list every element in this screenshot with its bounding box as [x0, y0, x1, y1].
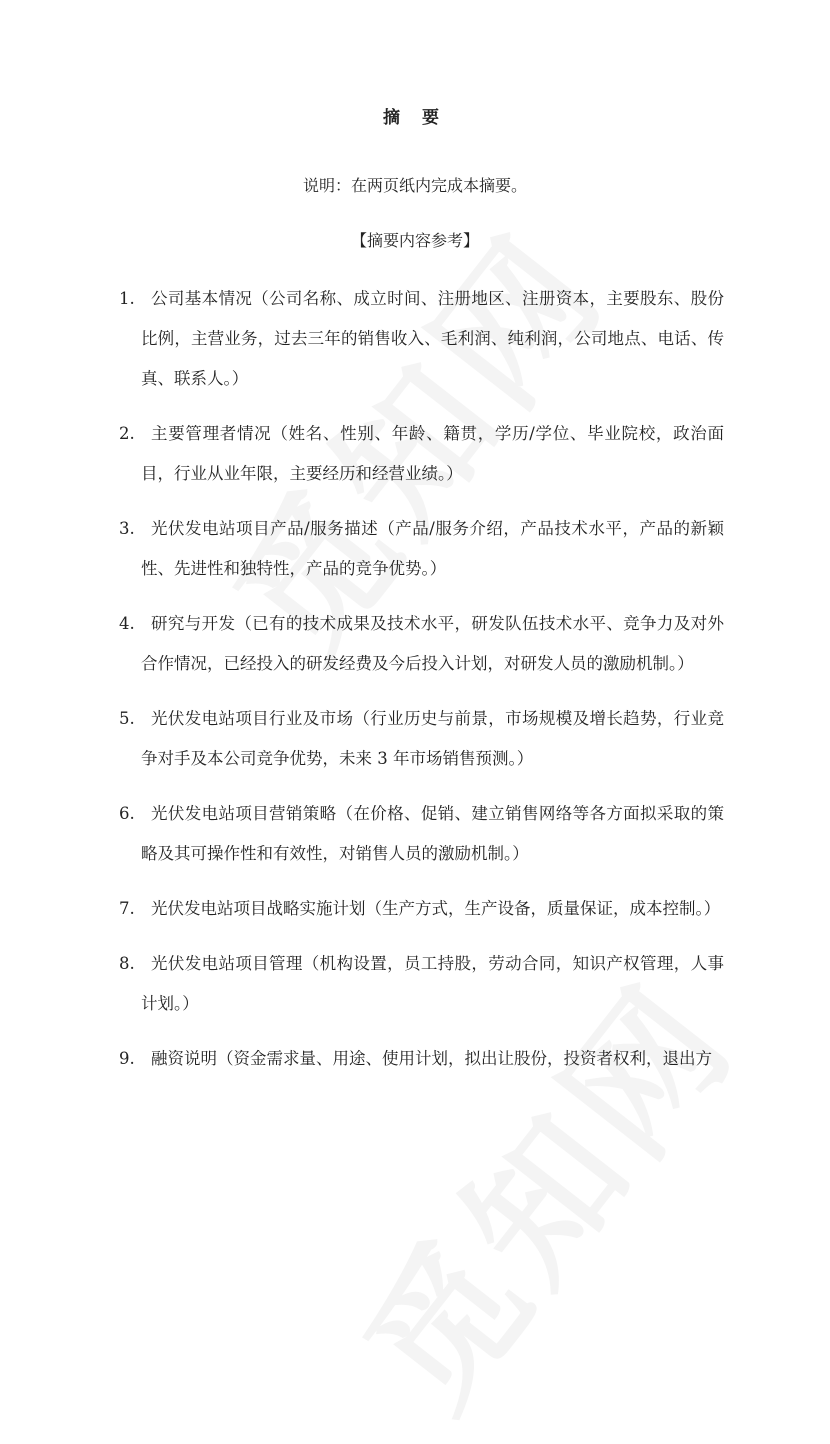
list-item [119, 1039, 724, 1079]
list-item [119, 509, 724, 589]
item-text: 光伏发电站项目管理（机构设置，员工持股，劳动合同，知识产权管理，人事计划。） [141, 954, 724, 1013]
item-number: 5. [119, 709, 135, 728]
item-number: 1. [119, 289, 135, 308]
item-number: 2. [119, 424, 135, 443]
list-item [119, 889, 724, 929]
summary-reference-list [119, 279, 724, 1094]
instruction-note: 说明：在两页纸内完成本摘要。 [302, 176, 527, 195]
item-text: 光伏发电站项目行业及市场（行业历史与前景，市场规模及增长趋势，行业竞争对手及本公司竞争优势，未来 3 年市场销售预测。） [141, 709, 724, 768]
list-item [119, 279, 724, 399]
item-text: 融资说明（资金需求量、用途、使用计划，拟出让股份，投资者权利，退出方 [151, 1049, 712, 1068]
item-number: 6. [119, 804, 135, 823]
page-title: 摘 要 [383, 108, 447, 128]
item-text: 光伏发电站项目战略实施计划（生产方式，生产设备，质量保证，成本控制。） [151, 899, 721, 918]
item-number: 9. [119, 1049, 135, 1068]
item-number: 7. [119, 899, 135, 918]
item-text: 光伏发电站项目营销策略（在价格、促销、建立销售网络等各方面拟采取的策略及其可操作性和有效性，对销售人员的激励机制。） [141, 804, 724, 863]
item-number: 3. [119, 519, 135, 538]
item-text: 研究与开发（已有的技术成果及技术水平，研发队伍技术水平、竞争力及对外合作情况，已经投入的研发经费及今后投入计划，对研发人员的激励机制。） [141, 614, 724, 673]
list-item [119, 794, 724, 874]
item-number: 8. [119, 954, 135, 973]
section-subheading: 【摘要内容参考】 [350, 231, 479, 250]
item-text: 公司基本情况（公司名称、成立时间、注册地区、注册资本，主要股东、股份比例，主营业务，过去三年的销售收入、毛利润、纯利润，公司地点、电话、传真、联系人。） [141, 289, 724, 388]
item-number: 4. [119, 614, 135, 633]
item-text: 主要管理者情况（姓名、性别、年龄、籍贯，学历/学位、毕业院校，政治面目，行业从业年限，主要经历和经营业绩。） [141, 424, 724, 483]
list-item [119, 414, 724, 494]
list-item [119, 604, 724, 684]
list-item [119, 699, 724, 779]
list-item [119, 944, 724, 1024]
item-text: 光伏发电站项目产品/服务描述（产品/服务介绍，产品技术水平，产品的新颖性、先进性和独特性，产品的竞争优势。） [141, 519, 724, 578]
